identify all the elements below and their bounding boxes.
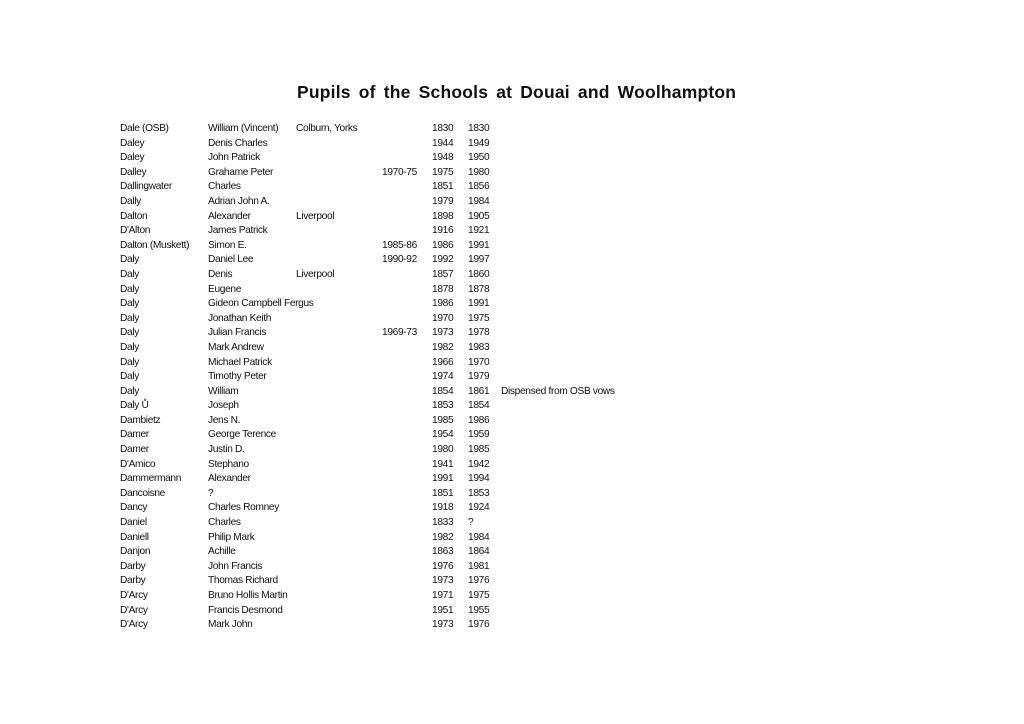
surname-cell: Dancy (120, 502, 148, 514)
surname-cell: D'Alton (120, 225, 151, 237)
left-year-cell: 1994 (468, 473, 490, 485)
forenames-cell: Justin D. (208, 444, 245, 456)
entry-year-cell: 1973 (432, 619, 454, 631)
left-year-cell: 1980 (468, 166, 490, 178)
left-year-cell: 1949 (468, 137, 490, 149)
entry-year-cell: 1954 (432, 429, 454, 441)
table-row (120, 326, 740, 341)
table-row (120, 516, 740, 531)
left-year-cell: 1984 (468, 195, 490, 207)
forenames-cell: Francis Desmond (208, 604, 283, 616)
forenames-cell: John Francis (208, 560, 263, 572)
surname-cell: Dalley (120, 166, 147, 178)
table-row (120, 297, 740, 312)
surname-cell: Damer (120, 429, 149, 441)
table-row (120, 589, 740, 604)
left-year-cell: 1981 (468, 560, 490, 572)
table-row (120, 618, 740, 633)
page-title: Pupils of the Schools at Douai and Woolhampton (297, 82, 737, 102)
table-row (120, 428, 740, 443)
entry-year-cell: 1970 (432, 312, 454, 324)
forenames-cell: Simon E. (208, 239, 247, 251)
left-year-cell: 1991 (468, 298, 490, 310)
forenames-cell: Julian Francis (208, 327, 266, 339)
surname-cell: Daly (120, 385, 139, 397)
left-year-cell: 1997 (468, 254, 490, 266)
forenames-cell: William (208, 385, 239, 397)
table-row (120, 443, 740, 458)
forenames-cell: Grahame Peter (208, 166, 274, 178)
table-row (120, 180, 740, 195)
table-row (120, 283, 740, 298)
entry-year-cell: 1985 (432, 414, 454, 426)
left-year-cell: 1978 (468, 327, 490, 339)
surname-cell: Damer (120, 444, 149, 456)
left-year-cell: 1975 (468, 590, 490, 601)
left-year-cell: 1955 (468, 604, 490, 616)
forenames-cell: William (Vincent) (208, 123, 279, 134)
surname-cell: D'Arcy (120, 590, 148, 601)
table-row (120, 399, 740, 414)
forenames-cell: George Terence (208, 429, 276, 441)
surname-cell: Dammermann (120, 473, 182, 485)
table-row (120, 356, 740, 371)
left-year-cell: 1979 (468, 371, 490, 383)
table-row (120, 137, 740, 152)
entry-year-cell: 1986 (432, 298, 454, 310)
surname-cell: Daly (120, 312, 139, 324)
forenames-cell: Mark Andrew (208, 341, 264, 353)
table-row (120, 487, 740, 502)
left-year-cell: 1830 (468, 123, 490, 134)
place-cell: Liverpool (296, 210, 335, 222)
left-year-cell: 1985 (468, 444, 490, 456)
table-row (120, 341, 740, 356)
table-row (120, 545, 740, 560)
forenames-cell: James Patrick (208, 225, 268, 237)
table-row (120, 239, 740, 254)
period-cell: 1969-73 (382, 327, 417, 339)
entry-year-cell: 1974 (432, 371, 454, 383)
entry-year-cell: 1979 (432, 195, 454, 207)
table-row (120, 574, 740, 589)
entry-year-cell: 1973 (432, 575, 454, 587)
table-row (120, 458, 740, 473)
forenames-cell: Thomas Richard (208, 575, 278, 587)
forenames-cell: Charles Romney (208, 502, 279, 514)
entry-year-cell: 1853 (432, 400, 454, 412)
surname-cell: D'Amico (120, 458, 156, 470)
entry-year-cell: 1951 (432, 604, 454, 616)
entry-year-cell: 1851 (432, 487, 454, 499)
entry-year-cell: 1944 (432, 137, 454, 149)
forenames-cell: Alexander (208, 473, 251, 485)
surname-cell: Daly (120, 268, 139, 280)
table-row (120, 604, 740, 619)
surname-cell: Darby (120, 575, 146, 587)
left-year-cell: 1986 (468, 414, 490, 426)
entry-year-cell: 1973 (432, 327, 454, 339)
place-cell: Colburn, Yorks (296, 123, 358, 134)
entry-year-cell: 1898 (432, 210, 454, 222)
table-row (120, 166, 740, 181)
surname-cell: Dalton (Muskett) (120, 239, 190, 251)
surname-cell: Daly (120, 356, 139, 368)
table-row (120, 414, 740, 429)
surname-cell: Daly (120, 283, 139, 295)
entry-year-cell: 1833 (432, 517, 454, 529)
forenames-cell: Daniel Lee (208, 254, 254, 266)
table-row (120, 253, 740, 268)
table-row (120, 560, 740, 575)
surname-cell: Daly (120, 298, 139, 310)
left-year-cell: ? (468, 517, 474, 529)
surname-cell: Daley (120, 152, 145, 164)
entry-year-cell: 1854 (432, 385, 454, 397)
left-year-cell: 1861 (468, 385, 490, 397)
entry-year-cell: 1851 (432, 181, 454, 193)
table-row (120, 268, 740, 283)
table-row (120, 370, 740, 385)
pupil-register-table (120, 122, 740, 633)
left-year-cell: 1860 (468, 268, 490, 280)
surname-cell: Dancoisne (120, 487, 165, 499)
surname-cell: Dallingwater (120, 181, 172, 193)
surname-cell: Daly Ů (120, 400, 149, 412)
table-row (120, 224, 740, 239)
surname-cell: Daly (120, 254, 139, 266)
entry-year-cell: 1975 (432, 166, 454, 178)
entry-year-cell: 1918 (432, 502, 454, 514)
entry-year-cell: 1980 (432, 444, 454, 456)
period-cell: 1970-75 (382, 166, 417, 178)
table-row (120, 210, 740, 225)
surname-cell: Daniell (120, 531, 149, 543)
forenames-cell: Jens N. (208, 414, 241, 426)
surname-cell: Dambietz (120, 414, 161, 426)
left-year-cell: 1856 (468, 181, 490, 193)
forenames-cell: Achille (208, 546, 236, 558)
forenames-cell: Timothy Peter (208, 371, 267, 383)
surname-cell: D'Arcy (120, 619, 148, 631)
left-year-cell: 1983 (468, 341, 490, 353)
surname-cell: Daly (120, 327, 139, 339)
entry-year-cell: 1982 (432, 341, 454, 353)
surname-cell: Dally (120, 195, 141, 207)
surname-cell: Dale (OSB) (120, 123, 169, 134)
entry-year-cell: 1916 (432, 225, 454, 237)
forenames-cell: Charles (208, 181, 241, 193)
forenames-cell: Denis Charles (208, 137, 268, 149)
forenames-cell: Denis (208, 268, 233, 280)
entry-year-cell: 1830 (432, 123, 454, 134)
entry-year-cell: 1982 (432, 531, 454, 543)
forenames-cell: Philip Mark (208, 531, 255, 543)
surname-cell: Daley (120, 137, 145, 149)
entry-year-cell: 1971 (432, 590, 454, 601)
period-cell: 1985-86 (382, 239, 417, 251)
left-year-cell: 1924 (468, 502, 490, 514)
forenames-cell: Michael Patrick (208, 356, 272, 368)
surname-cell: Daly (120, 371, 139, 383)
forenames-cell: Bruno Hollis Martin (208, 590, 288, 601)
entry-year-cell: 1976 (432, 560, 454, 572)
forenames-cell: Gideon Campbell Fergus (208, 298, 314, 310)
left-year-cell: 1975 (468, 312, 490, 324)
table-row (120, 501, 740, 516)
forenames-cell: Stephano (208, 458, 249, 470)
surname-cell: Danjon (120, 546, 151, 558)
left-year-cell: 1976 (468, 619, 490, 631)
table-row (120, 531, 740, 546)
period-cell: 1990-92 (382, 254, 417, 266)
left-year-cell: 1942 (468, 458, 490, 470)
forenames-cell: John Patrick (208, 152, 260, 164)
entry-year-cell: 1986 (432, 239, 454, 251)
forenames-cell: Mark John (208, 619, 253, 631)
entry-year-cell: 1966 (432, 356, 454, 368)
left-year-cell: 1991 (468, 239, 490, 251)
left-year-cell: 1854 (468, 400, 490, 412)
forenames-cell: Adrian John A. (208, 195, 270, 207)
surname-cell: D'Arcy (120, 604, 148, 616)
note-cell: Dispensed from OSB vows (501, 385, 615, 397)
entry-year-cell: 1948 (432, 152, 454, 164)
table-row (120, 195, 740, 210)
left-year-cell: 1959 (468, 429, 490, 441)
place-cell: Liverpool (296, 268, 335, 280)
forenames-cell: Joseph (208, 400, 239, 412)
left-year-cell: 1853 (468, 487, 490, 499)
table-row (120, 385, 740, 400)
entry-year-cell: 1857 (432, 268, 454, 280)
entry-year-cell: 1878 (432, 283, 454, 295)
entry-year-cell: 1992 (432, 254, 454, 266)
left-year-cell: 1864 (468, 546, 490, 558)
forenames-cell: ? (208, 487, 214, 499)
entry-year-cell: 1941 (432, 458, 454, 470)
table-row (120, 151, 740, 166)
surname-cell: Daly (120, 341, 139, 353)
left-year-cell: 1976 (468, 575, 490, 587)
left-year-cell: 1905 (468, 210, 490, 222)
forenames-cell: Jonathan Keith (208, 312, 272, 324)
forenames-cell: Alexander (208, 210, 251, 222)
left-year-cell: 1984 (468, 531, 490, 543)
surname-cell: Daniel (120, 517, 147, 529)
surname-cell: Darby (120, 560, 146, 572)
table-row (120, 122, 740, 137)
forenames-cell: Eugene (208, 283, 242, 295)
entry-year-cell: 1863 (432, 546, 454, 558)
left-year-cell: 1950 (468, 152, 490, 164)
surname-cell: Dalton (120, 210, 148, 222)
left-year-cell: 1970 (468, 356, 490, 368)
left-year-cell: 1921 (468, 225, 490, 237)
table-row (120, 312, 740, 327)
table-row (120, 472, 740, 487)
entry-year-cell: 1991 (432, 473, 454, 485)
left-year-cell: 1878 (468, 283, 490, 295)
forenames-cell: Charles (208, 517, 241, 529)
